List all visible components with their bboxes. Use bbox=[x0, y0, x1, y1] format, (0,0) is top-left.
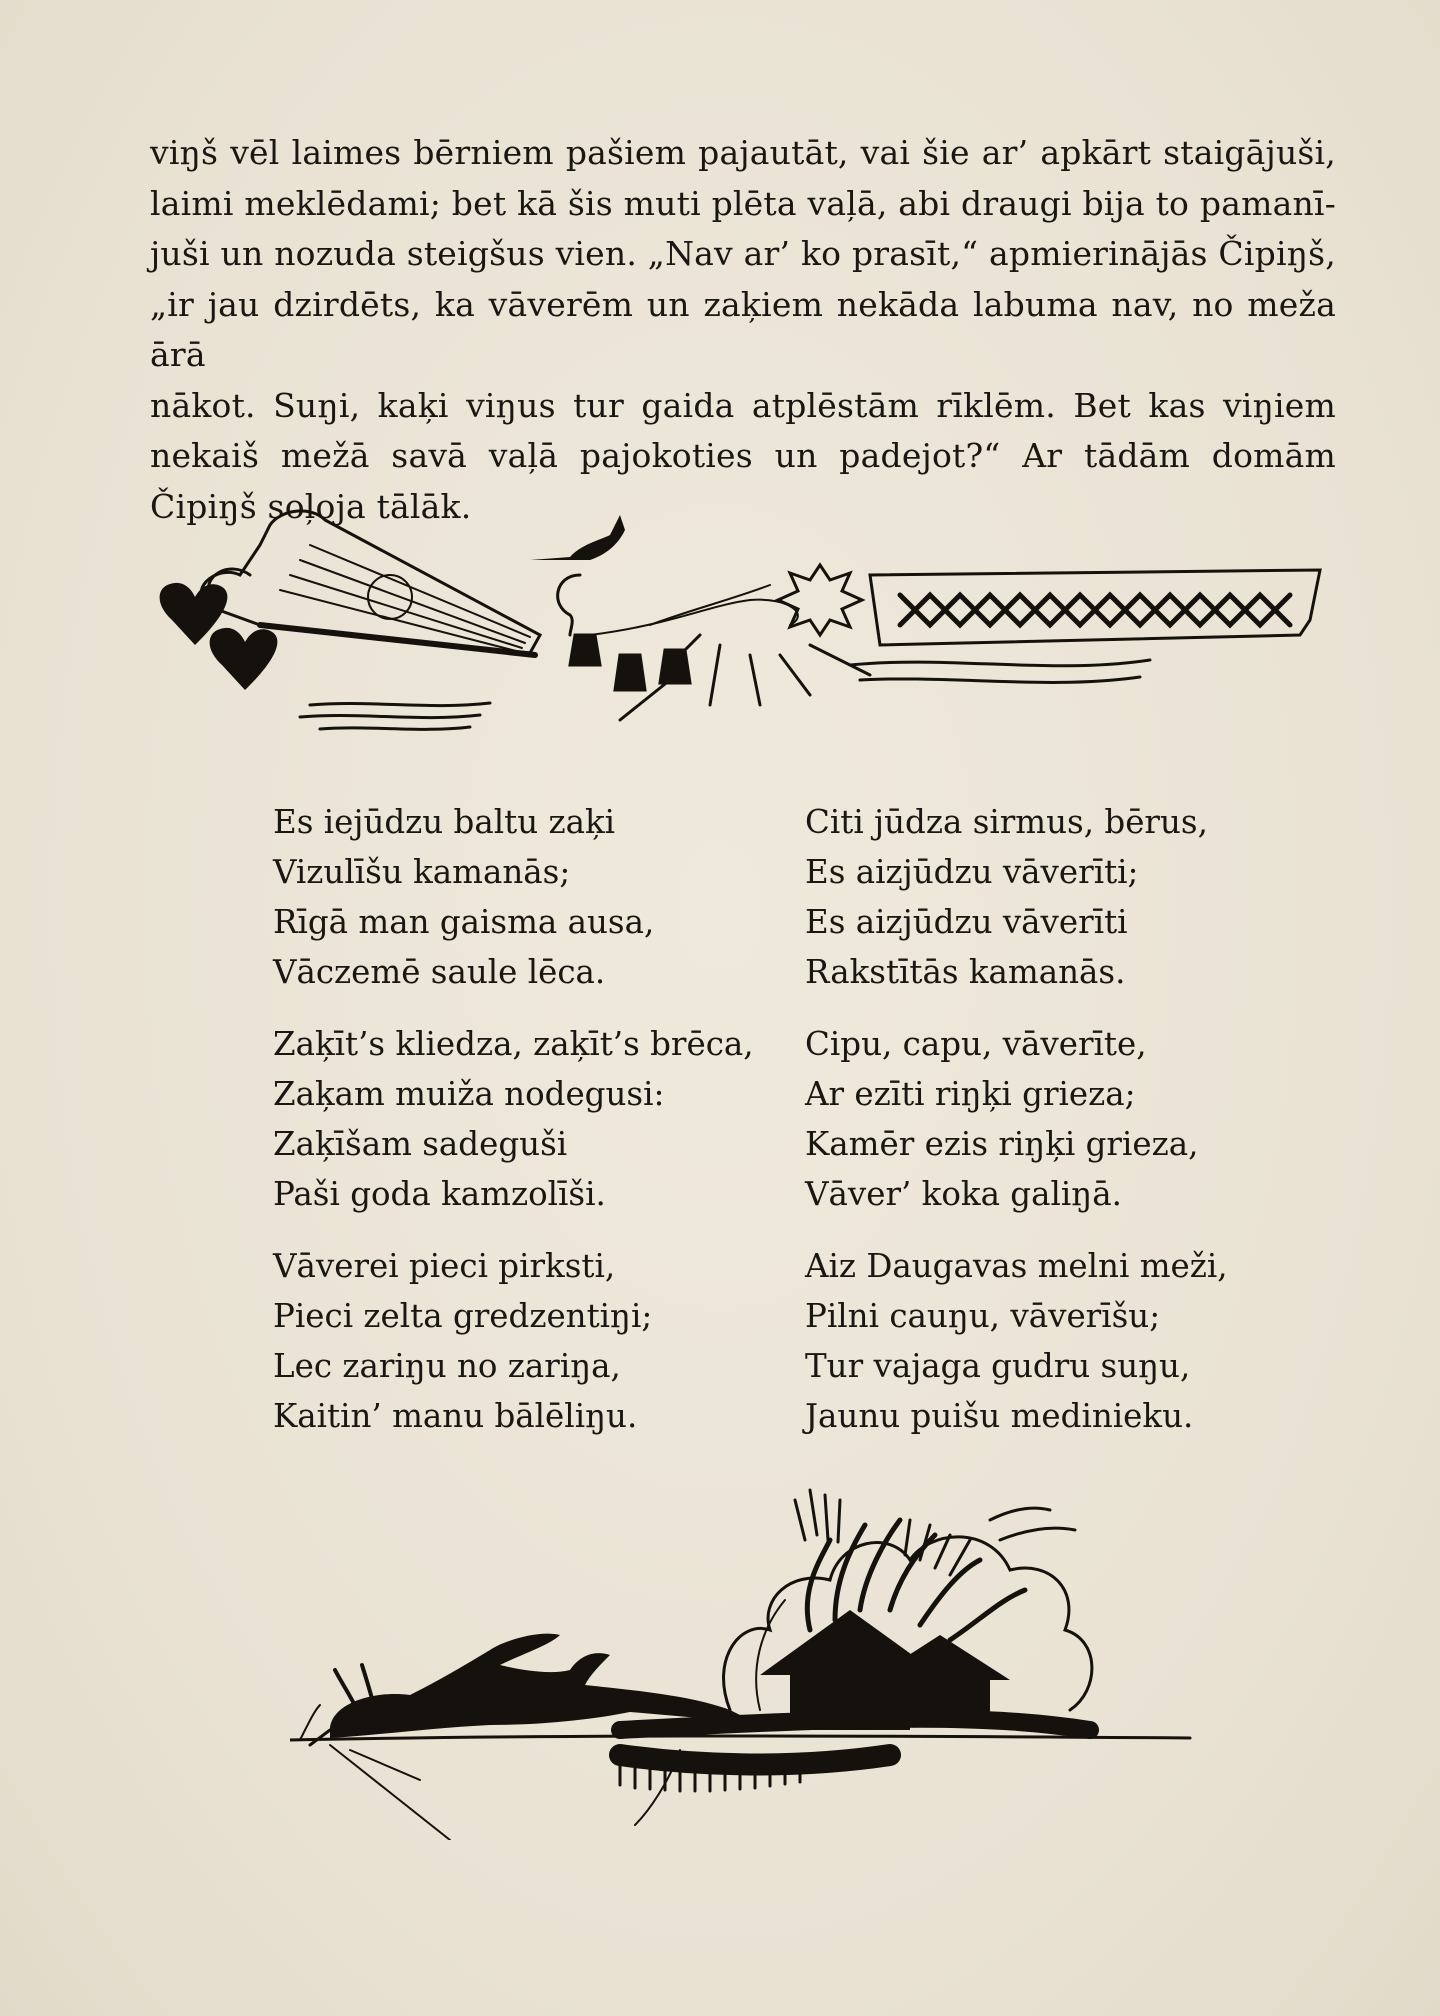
prose-line: nekaiš mežā savā vaļā pajokoties un padejot?“ Ar tādām domām bbox=[150, 436, 1336, 475]
prose-line: viŋš vēl laimes bērniem pašiem pajautāt, vai šie ar’ apkārt staigājuši, bbox=[150, 133, 1336, 172]
heart-icon bbox=[210, 628, 278, 690]
prose-line: laimi meklēdami; bet kā šis muti plēta vaļā, abi draugi bija to pamanī- bbox=[150, 183, 1336, 223]
poem-line: Es iejūdzu baltu zaķi bbox=[273, 803, 616, 841]
poem-line: Vāverei pieci pirksti, bbox=[273, 1247, 616, 1285]
poem-line: Vāczemē saule lēca. bbox=[273, 953, 606, 991]
poem-line: Paši goda kamzolīši. bbox=[273, 1175, 606, 1213]
poem-line: Aiz Daugavas melni meži, bbox=[805, 1247, 1228, 1285]
poem-line: Rīgā man gaisma ausa, bbox=[273, 903, 655, 941]
poem-stanza bbox=[273, 1019, 754, 1219]
prose-line: Čipiŋš soļoja tālāk. bbox=[150, 486, 472, 526]
poem-line: Es aizjūdzu vāverīti; bbox=[805, 853, 1139, 891]
poem-line: Kaitin’ manu bālēliŋu. bbox=[273, 1397, 638, 1435]
prose-line: „ir jau dzirdēts, ka vāverēm un zaķiem nekāda labuma nav, no meža ārā bbox=[150, 284, 1336, 374]
star-icon bbox=[778, 565, 862, 635]
poem-stanza bbox=[805, 1019, 1228, 1219]
poem-line: Cipu, capu, vāverīte, bbox=[805, 1025, 1147, 1063]
prose-paragraph bbox=[150, 128, 1336, 532]
poem-stanza bbox=[273, 797, 754, 997]
poem-line: Ar ezīti riŋķi grieza; bbox=[805, 1075, 1136, 1113]
poem-line: Citi jūdza sirmus, bērus, bbox=[805, 803, 1208, 841]
poem-stanza bbox=[805, 797, 1228, 997]
poem-line: Vizulīšu kamanās; bbox=[273, 853, 571, 891]
poem-line: Lec zariŋu no zariŋa, bbox=[273, 1347, 621, 1385]
poem-line: Zaķam muiža nodegusi: bbox=[273, 1075, 665, 1113]
poem-line: Vāver’ koka galiŋā. bbox=[805, 1175, 1122, 1213]
poem-line: Es aizjūdzu vāverīti bbox=[805, 903, 1128, 941]
poem-right-column bbox=[805, 797, 1228, 1463]
poem-line: Zaķīšam sadeguši bbox=[273, 1125, 568, 1163]
poem-line: Jaunu puišu medinieku. bbox=[805, 1397, 1194, 1435]
poem-line: Zaķīt’s kliedza, zaķīt’s brēca, bbox=[273, 1025, 754, 1063]
prose-line: juši un nozuda steigšus vien. „Nav ar’ ko prasīt,“ apmierinājās Čipiŋš, bbox=[150, 234, 1336, 273]
bottom-vignette-illustration bbox=[290, 1480, 1210, 1840]
poem-line: Rakstītās kamanās. bbox=[805, 953, 1126, 991]
poem-line: Pilni cauŋu, vāverīšu; bbox=[805, 1297, 1161, 1335]
poem-left-column bbox=[273, 797, 754, 1463]
top-vignette-illustration bbox=[150, 505, 1330, 755]
poem-stanza bbox=[273, 1241, 754, 1441]
poem-stanza bbox=[805, 1241, 1228, 1441]
poem-line: Tur vajaga gudru suŋu, bbox=[805, 1347, 1191, 1385]
prose-line: nākot. Suŋi, kaķi viŋus tur gaida atplēstām rīklēm. Bet kas viŋiem bbox=[150, 385, 1336, 425]
poem-line: Kamēr ezis riŋķi grieza, bbox=[805, 1125, 1199, 1163]
poem-line: Pieci zelta gredzentiŋi; bbox=[273, 1297, 653, 1335]
